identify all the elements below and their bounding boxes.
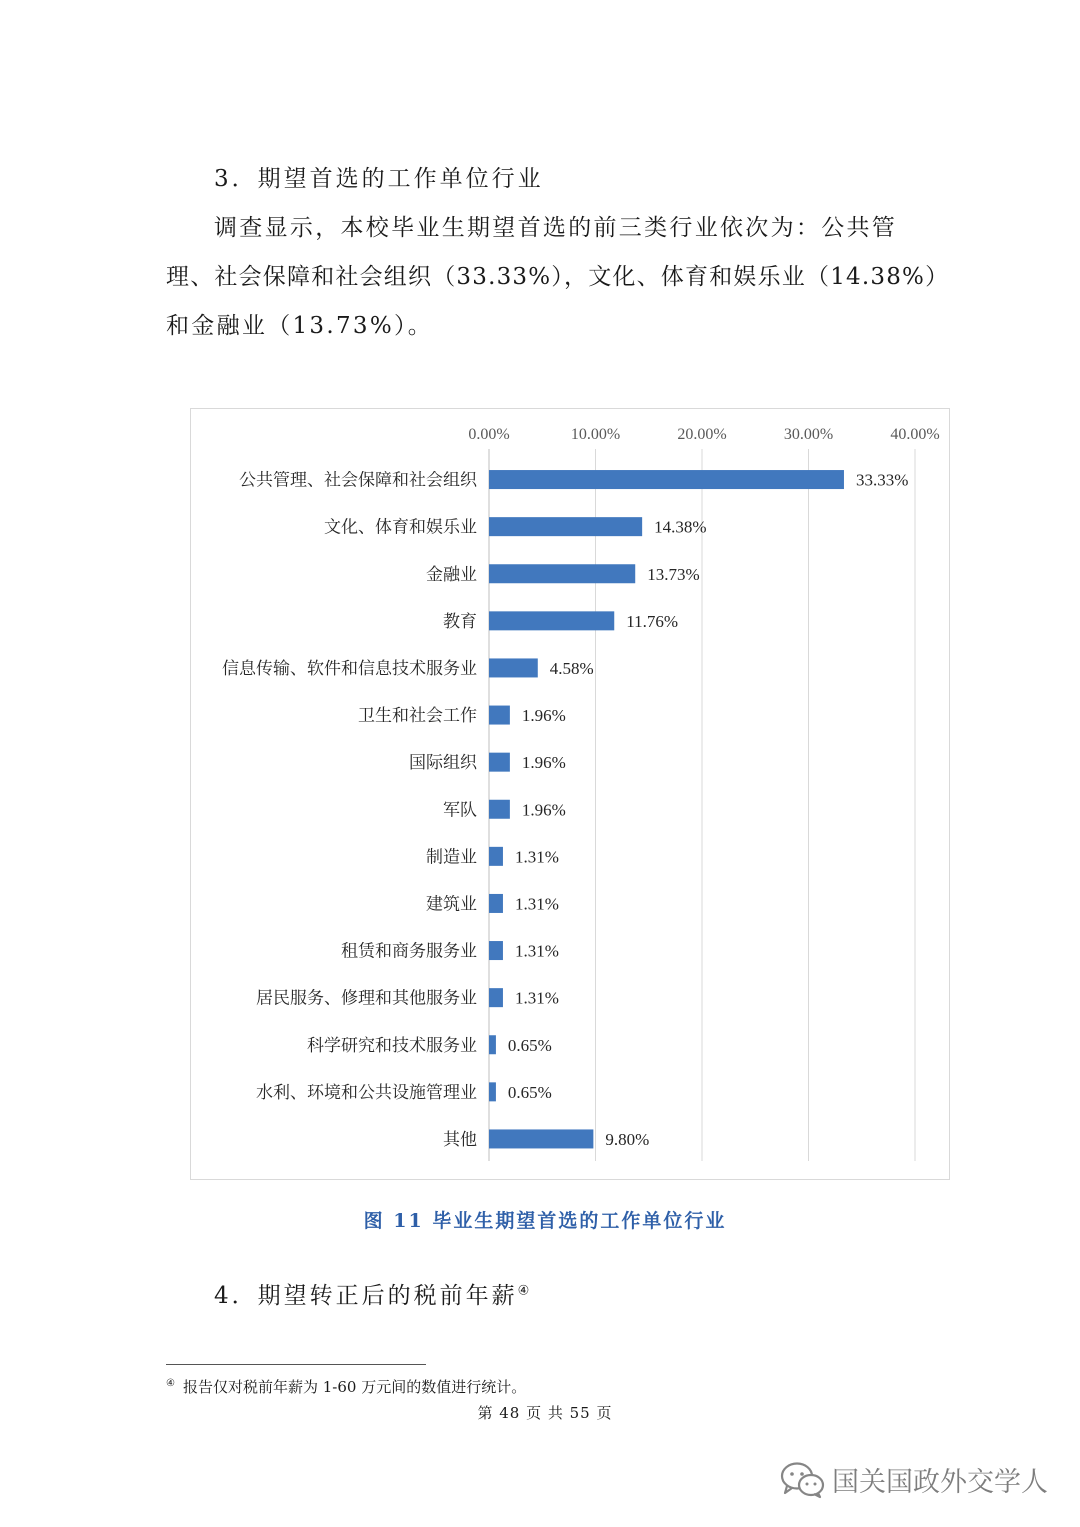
bar xyxy=(489,800,510,819)
category-label: 信息传输、软件和信息技术服务业 xyxy=(222,658,477,679)
section-heading-4 xyxy=(214,1277,529,1310)
category-label: 水利、环境和公共设施管理业 xyxy=(256,1082,477,1103)
category-label: 公共管理、社会保障和社会组织 xyxy=(239,470,477,491)
bar xyxy=(489,753,510,772)
category-label: 教育 xyxy=(443,611,477,632)
value-label: 1.96% xyxy=(521,706,566,726)
bar-chart xyxy=(190,408,950,1180)
value-label: 4.58% xyxy=(549,658,594,678)
value-label: 14.38% xyxy=(654,517,707,537)
bar xyxy=(489,470,844,489)
category-label: 居民服务、修理和其他服务业 xyxy=(256,988,477,1009)
footnote-text: 报告仅对税前年薪为 1-60 万元间的数值进行统计。 xyxy=(182,1378,527,1396)
value-label: 1.96% xyxy=(521,753,566,773)
value-label: 1.31% xyxy=(514,941,559,961)
bar xyxy=(489,611,614,630)
category-label: 建筑业 xyxy=(426,894,477,915)
value-label: 0.65% xyxy=(507,1035,552,1055)
bar xyxy=(489,1129,593,1148)
bar xyxy=(489,706,510,725)
value-label: 1.31% xyxy=(514,988,559,1008)
bar xyxy=(489,658,538,677)
value-label: 33.33% xyxy=(855,470,909,490)
value-label: 13.73% xyxy=(647,564,700,584)
bar xyxy=(489,517,642,536)
section-heading-4-text: 4．期望转正后的税前年薪 xyxy=(214,1283,518,1309)
chart-svg xyxy=(191,409,951,1181)
category-label: 国际组织 xyxy=(409,753,477,774)
paragraph-line-2: 理、社会保障和社会组织（33.33%），文化、体育和娱乐业（14.38%） xyxy=(166,264,950,290)
category-label: 金融业 xyxy=(426,564,477,585)
watermark-text: 国关国政外交学人 xyxy=(832,1466,1048,1498)
figure-caption: 图 11 毕业生期望首选的工作单位行业 xyxy=(363,1210,727,1232)
value-label: 1.96% xyxy=(521,800,566,820)
x-tick-label: 0.00% xyxy=(468,426,510,443)
bar xyxy=(489,941,503,960)
footnote-divider xyxy=(166,1364,426,1365)
category-label: 制造业 xyxy=(426,847,477,868)
bar xyxy=(489,988,503,1007)
x-tick-label: 40.00% xyxy=(890,426,940,443)
paragraph-line-3: 和金融业（13.73%）。 xyxy=(166,313,434,339)
bar xyxy=(489,847,503,866)
section-heading-3: 3．期望首选的工作单位行业 xyxy=(214,166,544,192)
category-label: 租赁和商务服务业 xyxy=(341,941,477,962)
wechat-icon xyxy=(778,1459,826,1499)
category-label: 卫生和社会工作 xyxy=(358,706,477,727)
bar xyxy=(489,564,635,583)
category-label: 文化、体育和娱乐业 xyxy=(324,517,477,538)
category-label: 军队 xyxy=(443,800,477,821)
value-label: 9.80% xyxy=(605,1129,650,1149)
value-label: 1.31% xyxy=(514,894,559,914)
footnote-ref-marker[interactable]: ④ xyxy=(517,1283,530,1299)
x-tick-label: 20.00% xyxy=(677,426,727,443)
bar xyxy=(489,894,503,913)
category-label: 科学研究和技术服务业 xyxy=(307,1035,477,1056)
bar xyxy=(489,1082,496,1101)
bar xyxy=(489,1035,496,1054)
watermark xyxy=(778,1454,1048,1504)
category-label: 其他 xyxy=(443,1129,477,1150)
page-number: 第 48 页 共 55 页 xyxy=(477,1404,613,1422)
value-label: 1.31% xyxy=(514,847,559,867)
value-label: 0.65% xyxy=(507,1082,552,1102)
x-tick-label: 10.00% xyxy=(570,426,621,443)
footnote-marker: ④ xyxy=(166,1378,175,1389)
x-tick-label: 30.00% xyxy=(783,426,834,443)
footnote xyxy=(166,1376,526,1397)
value-label: 11.76% xyxy=(626,611,679,631)
paragraph-line-1: 调查显示，本校毕业生期望首选的前三类行业依次为：公共管 xyxy=(214,215,898,241)
